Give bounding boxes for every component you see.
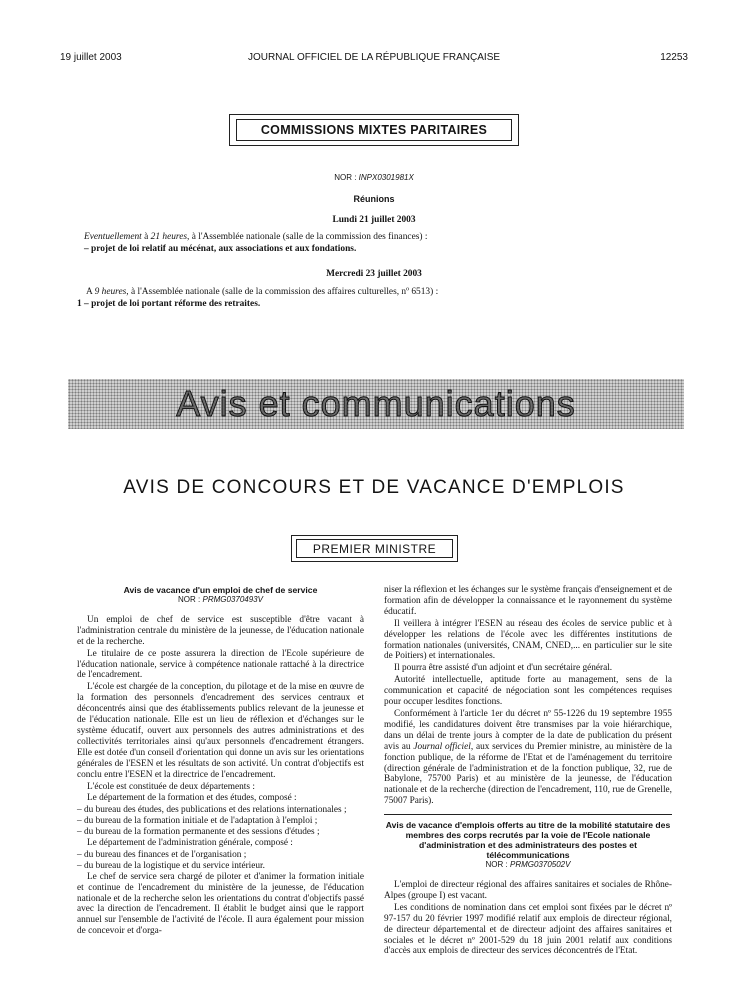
right-notice-nor-code: PRMG0370502V [509,860,571,870]
meeting2-time: 9 heures [94,287,127,297]
cmp-title: COMMISSIONS MIXTES PARITAIRES [236,119,512,141]
list-item: – du bureau des études, des publications et des relations internationales ; [77,805,347,816]
right-column [384,585,672,958]
meeting2-text: A 9 heures, à l'Assemblée nationale (salle de la commission des affaires culturelles, nº 6513) : [86,287,439,297]
right-paragraph: L'emploi de directeur régional des affaires sanitaires et sociales de Rhône-Alpes (groupe I) est vacant. [384,880,672,901]
cmp-nor-code: INPX0301981X [358,173,414,182]
right-notice-nor: NOR : PRMG0370502V [485,860,571,870]
column-divider [384,814,672,815]
cmp-title-box [229,114,519,146]
meeting1-date: Lundi 21 juillet 2003 [332,215,416,225]
header-date: 19 juillet 2003 [60,52,122,63]
left-paragraph: Le titulaire de ce poste assurera la direction de l'Ecole supérieure de l'éducation nationale, service à compétence nationale rattaché à la directrice de l'encadrement. [77,648,364,681]
meeting2-date: Mercredi 23 juillet 2003 [326,269,422,279]
ministry-title: PREMIER MINISTRE [296,539,453,558]
left-paragraph: Un emploi de chef de service est susceptible d'être vacant à l'administration centrale du ministère de la jeunesse, de l'éducation nationale et de la recherche. [77,614,364,647]
list-item: – du bureau des finances et de l'organisation ; [77,849,247,860]
left-notice-nor: NOR : PRMG0370493V [178,595,263,604]
left-notice-nor-code: PRMG0370493V [202,595,263,604]
cmp-nor-label: NOR : [334,173,357,182]
section-title: AVIS DE CONCOURS ET DE VACANCE D'EMPLOIS [123,477,625,498]
ministry-box [291,535,458,562]
journal-officiel-italic: Journal officiel [413,741,471,752]
right-paragraph: Il veillera à intégrer l'ESEN au réseau des écoles de service public et à développer les relations de l'école avec les différentes institutions de formation nationales (universités, CNAM, CNED,... en particulier sur le site de Poitiers) et internationales. [384,618,672,662]
banner-title: Avis et communications [176,383,576,424]
left-paragraph: L'école est chargée de la conception, du pilotage et de la mise en œuvre de la formation des personnels d'encadrement des services centraux et déconcentrés ainsi que des établissements publics relevant de la jeunesse et de l'éducation nationale. Elle est un lieu de réflexion et d'échanges sur le système éducatif, ouvert aux personnels des autres administrations et des collectivités territoriales ainsi qu'aux personnels d'encadrement étrangers. Elle est dotée d'un conseil d'orientation qui donne un avis sur les orientations générales de l'ESEN et les résultats de son activité. Un contrat d'objectifs est conclu entre l'ESEN et la directrice de l'encadrement. [77,682,364,780]
meeting1-intro: Eventuellement [84,232,142,242]
left-notice-title: Avis de vacance d'un emploi de chef de service [123,585,318,595]
right-paragraph: Il pourra être assisté d'un adjoint et d'un secrétaire général. [394,663,613,674]
left-paragraph: Le département de la formation et des études, composé : [87,793,297,804]
header-journal-title: JOURNAL OFFICIEL DE LA RÉPUBLIQUE FRANÇAISE [247,52,501,63]
left-list-2 [77,850,364,872]
left-list-1 [77,805,364,838]
right-paragraph: Autorité intellectuelle, aptitude forte au management, sens de la communication et capacité de négociation sont les compétences requises pour occuper lesdites fonctions. [384,675,672,708]
right-paragraph: Les conditions de nomination dans cet emploi sont fixées par le décret nº 97-157 du 20 février 1997 modifié relatif aux emplois de directeur régional, de directeur départemental et de directeur adjoint des affaires sanitaires et sociales et le décret nº 2001-529 du 18 juin 2001 relatif aux conditions d'accès aux emplois de directeur des services déconcentrés de l'Etat. [384,902,672,957]
left-column [77,585,364,938]
right-paragraph: Conformément à l'article 1er du décret nº 55-1226 du 19 septembre 1955 modifié, les candidatures doivent être transmises par la voie hiérarchique, dans un délai de trente jours à compter de la date de publication du présent avis au Journal officiel, aux services du Premier ministre, au ministère de la fonction publique, de la réforme de l'Etat et de l'aménagement du territoire (direction générale de l'administration et de la fonction publique, 32, rue de Babylone, 75700 Paris) et au ministère de la jeunesse, de l'éducation nationale et de la recherche (direction de l'encadrement, 110, rue de Grenelle, 75007 Paris). [384,708,673,807]
meeting1-item: – projet de loi relatif au mécénat, aux associations et aux fondations. [84,244,357,254]
cmp-nor [0,173,748,182]
list-item: – du bureau de la formation permanente et des sessions d'études ; [77,827,320,838]
list-item: – du bureau de la formation initiale et de l'adaptation à l'emploi ; [77,816,318,827]
meeting1-time: 21 heures [150,232,188,242]
left-paragraph: Le département de l'administration générale, composé : [87,838,293,849]
cmp-heading: Réunions [353,194,395,204]
list-item: – du bureau de la logistique et du service intérieur. [77,860,265,871]
left-paragraph: Le chef de service sera chargé de piloter et d'animer la formation initiale et continue de l'encadrement du ministère de la jeunesse, de l'éducation nationale et de la recherche selon les orientations du contrat d'objectifs passé avec la direction de l'encadrement. Il établit le budget ainsi que le rapport annuel sur l'ensemble de l'activité de l'école. Il aura également pour mission de concevoir et d'orga- [77,871,364,937]
meeting2-item: 1 – projet de loi portant réforme des retraites. [77,299,261,309]
header-page-number: 12253 [660,52,688,63]
right-paragraph: niser la réflexion et les échanges sur le système français d'enseignement et de formation afin de développer la connaissance et le rayonnement du système éducatif. [384,585,672,617]
left-paragraph: L'école est constituée de deux départements : [87,781,255,792]
meeting1-text: Eventuellement à 21 heures, à l'Assemblée nationale (salle de la commission des finances) : [84,232,428,242]
right-notice-title: Avis de vacance d'emplois offerts au titre de la mobilité statutaire des membres des corps recrutés par la voie de l'Ecole nationale d'administration et des administrateurs des postes et télécommunications [385,820,671,861]
